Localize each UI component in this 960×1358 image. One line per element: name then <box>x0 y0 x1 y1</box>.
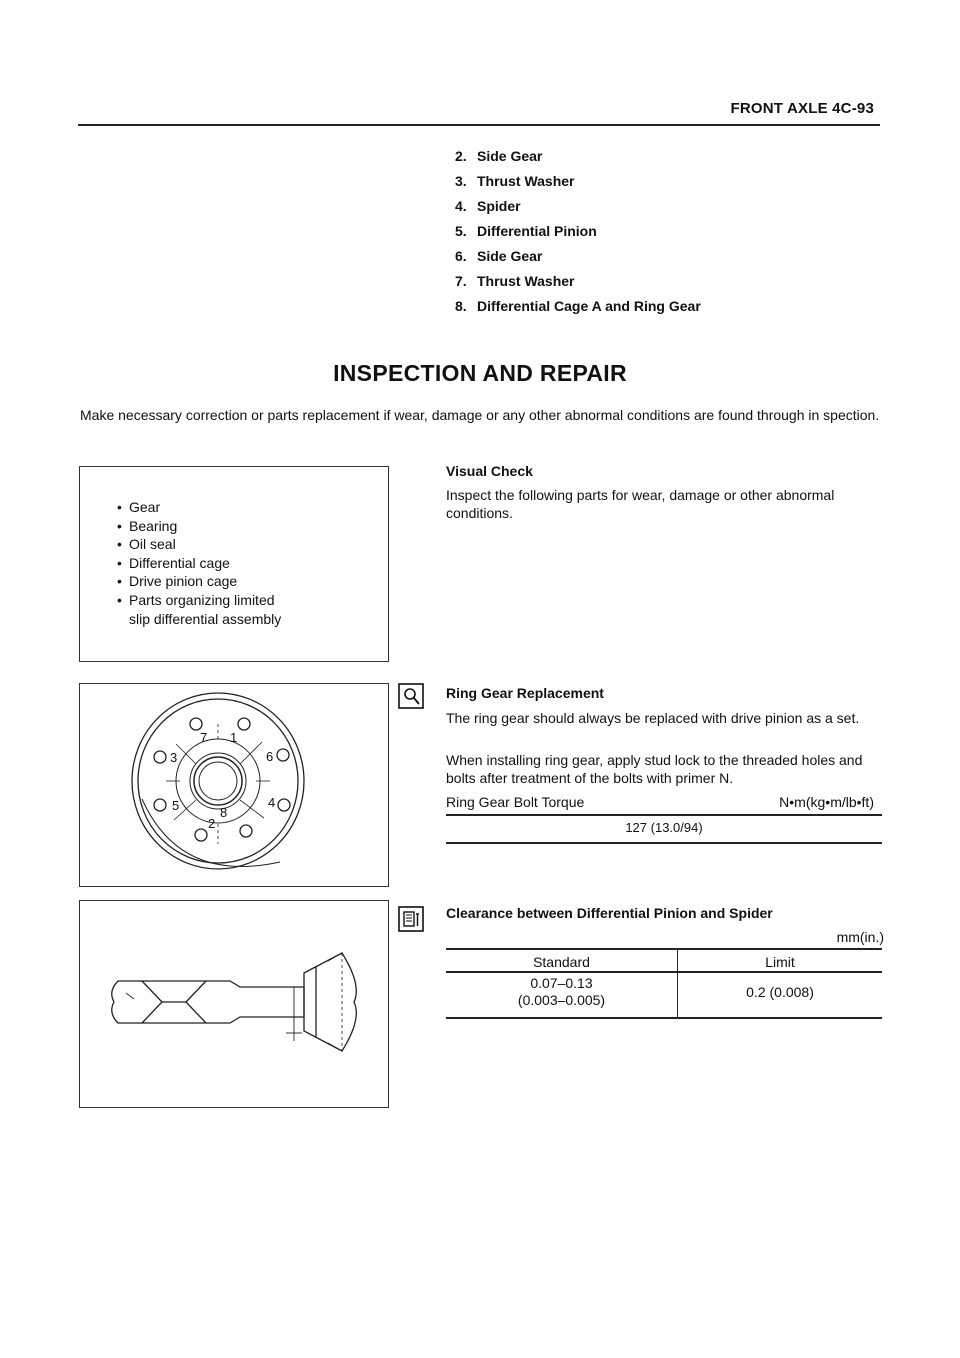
list-item: • Parts organizing limited <box>117 591 275 608</box>
bolt-number: 4 <box>268 795 276 810</box>
visual-check-text: Inspect the following parts for wear, damage or other abnormal conditions. <box>446 487 835 521</box>
list-item: • Gear <box>117 499 161 515</box>
pinion-spider-diagram-box <box>79 900 389 1108</box>
list-item: 7. Thrust Washer <box>455 273 575 289</box>
limit-value: 0.2 (0.008) <box>746 984 814 1000</box>
list-item: 8. Differential Cage A and Ring Gear <box>455 298 701 314</box>
bolt-hole <box>278 799 290 811</box>
list-item: • Differential cage <box>117 554 230 571</box>
list-item: 5. Differential Pinion <box>455 223 597 239</box>
bolt-number: 7 <box>200 730 208 745</box>
bolt-hole <box>238 718 250 730</box>
hub-bore <box>194 757 242 805</box>
bolt-hole <box>277 749 289 761</box>
differential-pinion <box>304 953 356 1051</box>
ring-gear-diagram-box <box>79 683 389 887</box>
bolt-number: 3 <box>170 750 178 765</box>
bolt-number: 6 <box>266 749 274 764</box>
bolt-number: 5 <box>172 798 180 813</box>
measure-icon <box>398 906 424 932</box>
bolt-hole <box>154 799 166 811</box>
standard-value: 0.07–0.13 (0.003–0.005) <box>517 975 606 1008</box>
ring-gear-text-2: When installing ring gear, apply stud lock to the threaded holes and bolts after treatment of the bolts with primer N. <box>446 752 863 786</box>
parts-list <box>455 147 701 322</box>
ring-gear-heading: Ring Gear Replacement <box>446 685 604 701</box>
ring-gear-text-1: The ring gear should always be replaced with drive pinion as a set. <box>446 710 860 726</box>
bolt-number: 2 <box>208 816 216 831</box>
intro-paragraph: Make necessary correction or parts replacement if wear, damage or any other abnormal conditions are found through in spection. <box>80 407 880 423</box>
header-rule <box>78 124 880 126</box>
bolt-number: 1 <box>230 730 238 745</box>
torque-rule <box>446 814 882 816</box>
pinion-spider-diagram <box>80 901 388 1107</box>
checklist <box>117 498 281 628</box>
list-item: 2. Side Gear <box>455 148 543 164</box>
table-header-limit: Limit <box>765 954 795 970</box>
list-item: 3. Thrust Washer <box>455 173 575 189</box>
visual-check-heading: Visual Check <box>446 463 533 479</box>
bolt-hole <box>190 718 202 730</box>
list-item: 4. Spider <box>455 198 521 214</box>
torque-rule <box>446 842 882 844</box>
table-header-standard: Standard <box>533 954 590 970</box>
torque-value: 127 (13.0/94) <box>625 820 703 835</box>
bolt-hole <box>195 829 207 841</box>
bolt-hole <box>154 751 166 763</box>
ring-gear-bolt-pattern-diagram <box>80 684 388 886</box>
clearance-heading: Clearance between Differential Pinion and Spider <box>446 905 773 921</box>
list-item: • Oil seal <box>117 536 176 553</box>
list-item: 6. Side Gear <box>455 248 543 264</box>
clearance-unit: mm(in.) <box>836 929 884 945</box>
list-item: • Drive pinion cage <box>117 573 238 590</box>
torque-label: Ring Gear Bolt Torque <box>446 794 585 810</box>
torque-unit: N•m(kg•m/lb•ft) <box>779 794 874 810</box>
list-item-continuation: slip differential assembly <box>129 610 282 627</box>
magnifier-icon <box>398 683 424 709</box>
page-header-title: FRONT AXLE 4C-93 <box>730 100 874 117</box>
bolt-hole <box>240 825 252 837</box>
bolt-number: 8 <box>220 805 228 820</box>
spider-shaft <box>112 981 304 1023</box>
section-title: INSPECTION AND REPAIR <box>333 360 627 386</box>
list-item: • Bearing <box>117 517 178 534</box>
